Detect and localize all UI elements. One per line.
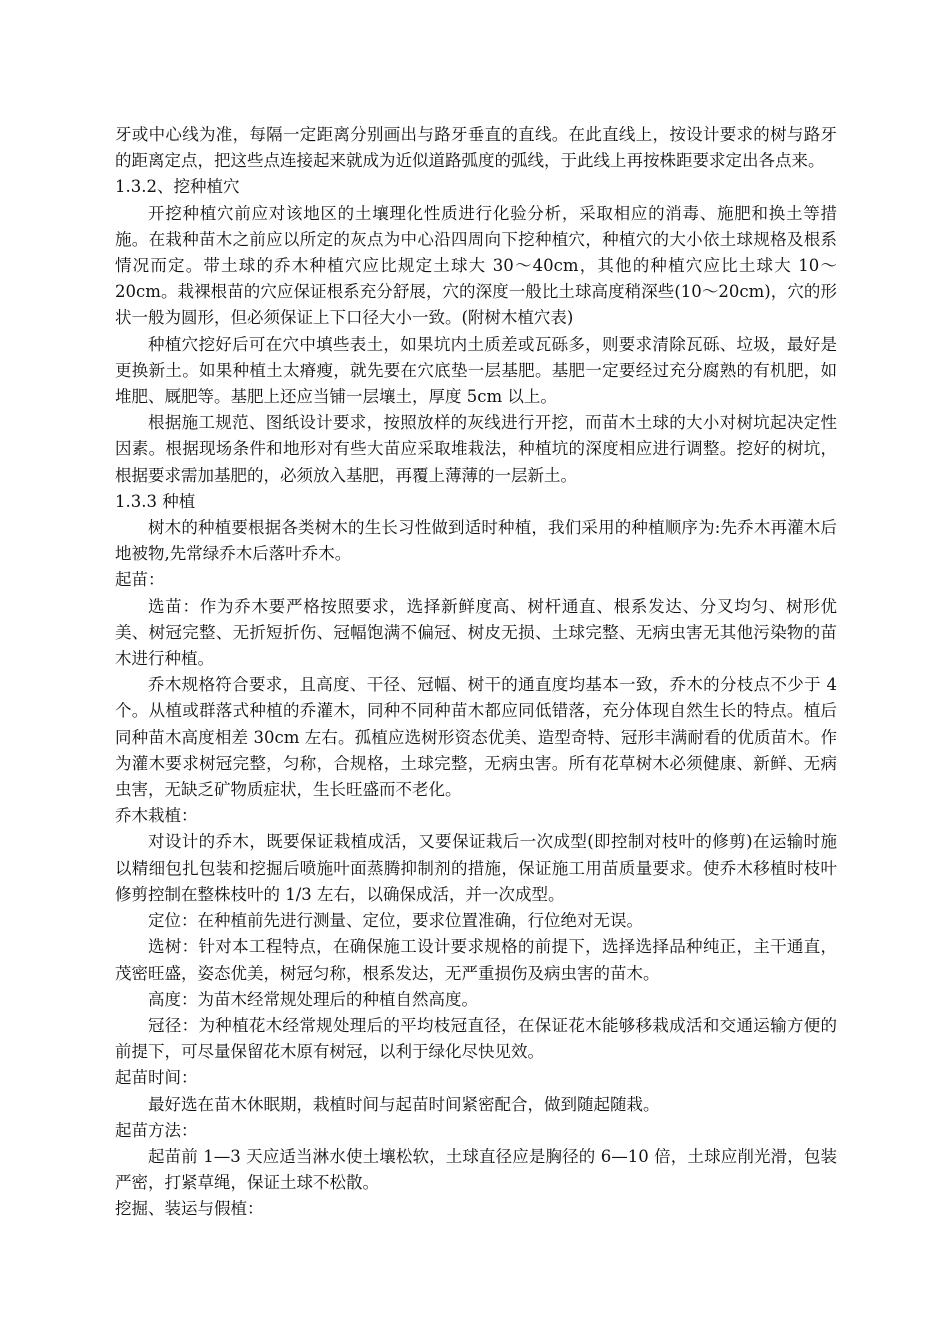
section-heading: 1.3.3 种植 bbox=[115, 491, 196, 511]
section-heading: 起苗时间： bbox=[115, 1068, 198, 1088]
section-heading: 1.3.2、挖种植穴 bbox=[115, 177, 240, 197]
paragraph: 高度：为苗木经常规处理后的种植自然高度。 bbox=[148, 989, 478, 1009]
paragraph: 乔木规格符合要求，且高度、干径、冠幅、树干的通直度均基本一致，乔木的分枝点不少于 4 个。从植或群落式种植的乔灌木，同种不同种苗木都应同低错落，充分体现自然生长的特点。植后同种苗木高度相差 30cm 左右。孤植应选树形资态优美、造型奇特、冠形丰满耐看的优质苗木。作为灌木要求树冠完整，匀称，合规格，土球完整，无病虫害。所有花草树木必须健康、新鲜、无病虫害，无缺乏矿物质症状，生长旺盛而不老化。 bbox=[115, 675, 837, 800]
paragraph: 对设计的乔木，既要保证栽植成活，又要保证栽后一次成型(即控制对枝叶的修剪)在运输时施以精细包扎包装和挖掘后喷施叶面蒸腾抑制剂的措施，保证施工用苗质量要求。使乔木移植时枝叶修剪控制在整株枝叶的 1/3 左右，以确保成活，并一次成型。 bbox=[115, 832, 837, 904]
paragraph: 定位：在种植前先进行测量、定位，要求位置准确，行位绝对无误。 bbox=[148, 911, 643, 931]
paragraph: 冠径：为种植花木经常规处理后的平均枝冠直径，在保证花木能够移栽成活和交通运输方便的前提下，可尽量保留花木原有树冠，以利于绿化尽快见效。 bbox=[115, 1015, 837, 1062]
paragraph: 起苗前 1—3 天应适当淋水使土壤松软，土球直径应是胸径的 6—10 倍，土球应削光滑，包装严密，打紧草绳，保证土球不松散。 bbox=[115, 1146, 837, 1193]
paragraph: 选苗：作为乔木要严格按照要求，选择新鲜度高、树杆通直、根系发达、分叉均匀、树形优美、树冠完整、无折短折伤、冠幅饱满不偏冠、树皮无损、土球完整、无病虫害无其他污染物的苗木进行种植。 bbox=[115, 596, 837, 669]
paragraph: 种植穴挖好后可在穴中填些表土，如果坑内土质差或瓦砾多，则要求清除瓦砾、垃圾，最好是更换新土。如果种植土太瘠瘦，就先要在穴底垫一层基肥。基肥一定要经过充分腐熟的有机肥，如堆肥、厩肥等。基肥上还应当铺一层壤土，厚度 5cm 以上。 bbox=[115, 334, 837, 407]
paragraph: 牙或中心线为准，每隔一定距离分别画出与路牙垂直的直线。在此直线上，按设计要求的树与路牙的距离定点，把这些点连接起来就成为近似道路弧度的弧线，于此线上再按株距要求定出各点来。 bbox=[115, 125, 837, 171]
paragraph: 开挖种植穴前应对该地区的土壤理化性质进行化验分析，采取相应的消毒、施肥和换土等措施。在栽种苗木之前应以所定的灰点为中心沿四周向下挖种植穴，种植穴的大小依土球规格及根系情况而定。带土球的乔木种植穴应比规定土球大 30～40cm，其他的种植穴应比土球大 10～20cm。栽裸根苗的穴应保证根系充分舒展，穴的深度一般比土球高度稍深些(10～20cm)，穴的形状一般为圆形，但必须保证上下口径大小一致。(附树木植穴表) bbox=[115, 203, 837, 328]
document-page bbox=[115, 122, 837, 1223]
paragraph: 树木的种植要根据各类树木的生长习性做到适时种植，我们采用的种植顺序为:先乔木再灌木后地被物,先常绿乔木后落叶乔木。 bbox=[115, 518, 837, 564]
paragraph: 最好选在苗木休眠期，栽植时间与起苗时间紧密配合，做到随起随栽。 bbox=[148, 1094, 660, 1114]
section-heading: 挖掘、装运与假植： bbox=[115, 1199, 264, 1219]
paragraph: 选树：针对本工程特点，在确保施工设计要求规格的前提下，选择选择品种纯正，主干通直，茂密旺盛，姿态优美，树冠匀称，根系发达，无严重损伤及病虫害的苗木。 bbox=[115, 937, 837, 983]
section-heading: 乔木栽植： bbox=[115, 806, 198, 826]
section-heading: 起苗： bbox=[115, 570, 165, 590]
section-heading: 起苗方法： bbox=[115, 1120, 198, 1140]
paragraph: 根据施工规范、图纸设计要求，按照放样的灰线进行开挖，而苗木土球的大小对树坑起决定性因素。根据现场条件和地形对有些大苗应采取堆栽法，种植坑的深度相应进行调整。挖好的树坑，根据要求需加基肥的，必须放入基肥，再覆上薄薄的一层新土。 bbox=[115, 413, 837, 485]
